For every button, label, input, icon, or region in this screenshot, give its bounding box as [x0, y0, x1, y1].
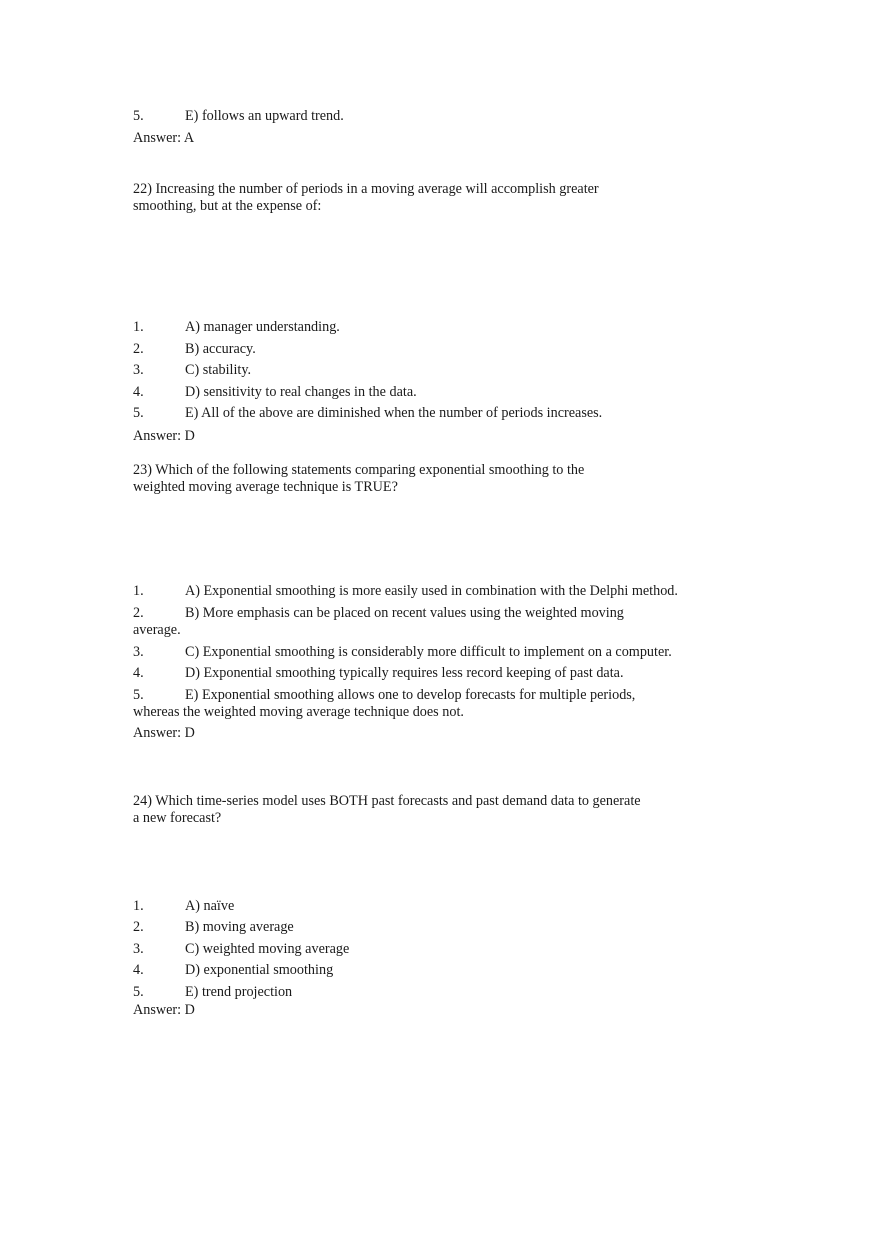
q24-option-number: 5.	[133, 984, 144, 1000]
q23-option-text: B) More emphasis can be placed on recent values using the weighted moving	[185, 605, 624, 621]
q22-option-number: 2.	[133, 341, 144, 357]
q24-option-text: C) weighted moving average	[185, 941, 350, 957]
q23-option-text: E) Exponential smoothing allows one to develop forecasts for multiple periods,	[185, 687, 636, 703]
q21-option-5-number: 5.	[133, 108, 144, 124]
q23-question-line-2: weighted moving average technique is TRUE?	[133, 479, 398, 495]
q22-answer: Answer: D	[133, 428, 195, 444]
q23-option-text: D) Exponential smoothing typically requires less record keeping of past data.	[185, 665, 624, 681]
q24-option-number: 1.	[133, 898, 144, 914]
q24-answer: Answer: D	[133, 1002, 195, 1018]
q22-option-text: C) stability.	[185, 362, 252, 378]
q24-option-number: 3.	[133, 941, 144, 957]
q23-option-number: 3.	[133, 644, 144, 660]
q22-option-text: A) manager understanding.	[185, 319, 340, 335]
q24-option-number: 4.	[133, 962, 144, 978]
q23-option-number: 1.	[133, 583, 144, 599]
q24-option-text: B) moving average	[185, 919, 294, 935]
q21-answer: Answer: A	[133, 130, 195, 146]
q24-option-text: E) trend projection	[185, 984, 293, 1000]
q23-option-continuation: average.	[133, 622, 181, 638]
q23-answer: Answer: D	[133, 725, 195, 741]
q22-option-text: B) accuracy.	[185, 341, 256, 357]
q21-option-5-text: E) follows an upward trend.	[185, 108, 344, 124]
q23-option-text: A) Exponential smoothing is more easily used in combination with the Delphi method.	[185, 583, 678, 599]
q22-option-number: 3.	[133, 362, 144, 378]
q22-question-line-2: smoothing, but at the expense of:	[133, 198, 322, 214]
q24-option-number: 2.	[133, 919, 144, 935]
q23-option-text: C) Exponential smoothing is considerably more difficult to implement on a computer.	[185, 644, 672, 660]
q23-option-continuation: whereas the weighted moving average technique does not.	[133, 704, 464, 720]
q23-option-number: 5.	[133, 687, 144, 703]
q23-question-line-1: 23) Which of the following statements comparing exponential smoothing to the	[133, 462, 585, 478]
q22-option-number: 4.	[133, 384, 144, 400]
q24-option-text: D) exponential smoothing	[185, 962, 334, 978]
q22-option-number: 1.	[133, 319, 144, 335]
q22-question-line-1: 22) Increasing the number of periods in a moving average will accomplish greater	[133, 181, 599, 197]
q23-option-number: 4.	[133, 665, 144, 681]
q22-option-number: 5.	[133, 405, 144, 421]
q22-option-text: E) All of the above are diminished when the number of periods increases.	[185, 405, 603, 421]
q24-question-line-1: 24) Which time-series model uses BOTH past forecasts and past demand data to generate	[133, 793, 641, 809]
q24-option-text: A) naïve	[185, 898, 235, 914]
q24-question-line-2: a new forecast?	[133, 810, 222, 826]
q23-option-number: 2.	[133, 605, 144, 621]
q22-option-text: D) sensitivity to real changes in the data.	[185, 384, 417, 400]
